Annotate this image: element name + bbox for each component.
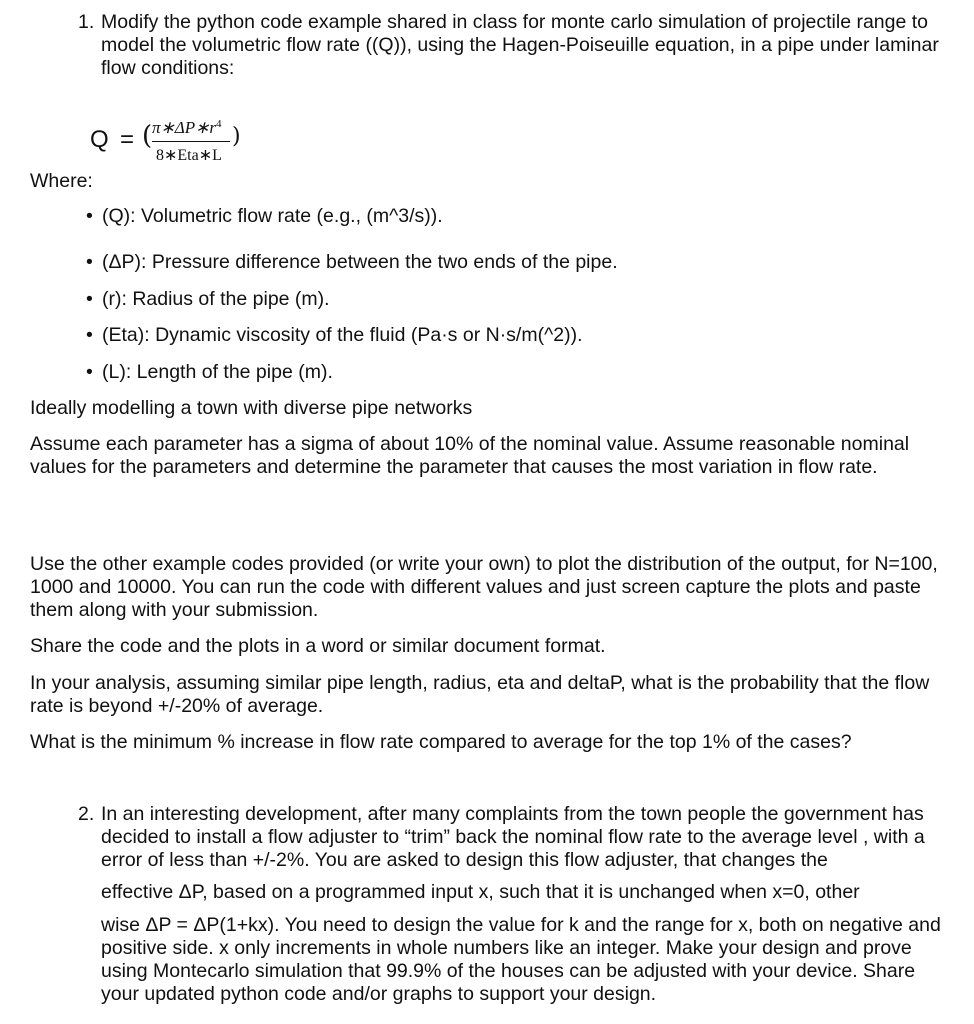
bullet-icon: • (86, 288, 93, 310)
bullet-icon: • (86, 324, 93, 346)
definition-text: (Eta): Dynamic viscosity of the fluid (Pa·s or N·s/m(^2)). (102, 324, 583, 346)
definition-text: (ΔP): Pressure difference between the two ends of the pipe. (102, 251, 618, 273)
share-instruction-paragraph: Share the code and the plots in a word or similar document format. (30, 635, 606, 657)
question-2-line1: In an interesting development, after many complaints from the town people the government has decided to install a flow adjuster to “trim” back the nominal flow rate to the average level , with a error of less than +/-2%. You are asked to design this flow adjuster, that changes the (101, 803, 925, 871)
definition-text: (r): Radius of the pipe (m). (102, 288, 330, 310)
formula-denominator: 8∗Eta∗L (156, 147, 222, 164)
question-1-number: 1. (78, 11, 95, 33)
question-2-continued-b (78, 914, 958, 1006)
question-1 (78, 11, 958, 80)
question-2-line2: effective ΔP, based on a programmed input x, such that it is unchanged when x=0, other (101, 881, 860, 903)
formula-open-paren: ( (142, 121, 153, 151)
formula-numerator (152, 113, 221, 139)
question-2-continued-a (78, 881, 958, 904)
formula-exponent: 4 (215, 118, 222, 130)
question-2-number: 2. (78, 803, 95, 825)
fraction-bar (152, 141, 230, 142)
bullet-icon: • (86, 251, 93, 273)
formula-numerator-text: π∗ΔP∗r (152, 118, 216, 137)
context-paragraph: Ideally modelling a town with diverse pipe networks (30, 397, 473, 419)
definition-text: (L): Length of the pipe (m). (102, 361, 333, 383)
top-percent-question: What is the minimum % increase in flow rate compared to average for the top 1% of the cases? (30, 731, 852, 753)
bullet-icon: • (86, 205, 93, 227)
formula-close-paren: ) (232, 124, 241, 149)
probability-question: In your analysis, assuming similar pipe length, radius, eta and deltaP, what is the probability that the flow rate is beyond +/-20% of average. (30, 672, 930, 717)
question-2-line3: wise ΔP = ΔP(1+kx). You need to design the value for k and the range for x, both on negative and positive side. x only increments in whole numbers like an integer. Make your design and prove using Montecarlo simulation that 99.9% of the houses can be adjusted with your device. Share your updated python code and/or graphs to support your design. (101, 914, 941, 1005)
question-1-intro: Modify the python code example shared in class for monte carlo simulation of projectile range to model the volumetric flow rate ((Q)), using the Hagen-Poiseuille equation, in a pipe under laminar flow conditions: (101, 11, 939, 79)
formula-equals: = (120, 126, 135, 153)
bullet-icon: • (86, 361, 93, 383)
definition-text: (Q): Volumetric flow rate (e.g., (m^3/s)). (102, 205, 443, 227)
assumption-paragraph: Assume each parameter has a sigma of about 10% of the nominal value. Assume reasonable nominal values for the parameters and determine the parameter that causes the most variation in flow rate. (30, 433, 910, 478)
question-2 (78, 803, 958, 872)
where-label: Where: (30, 170, 93, 192)
formula-lhs: Q (90, 126, 109, 153)
plot-instruction-paragraph: Use the other example codes provided (or write your own) to plot the distribution of the output, for N=100, 1000 and 10000. You can run the code with different values and just screen capture the plots and paste them along with your submission. (30, 553, 938, 621)
